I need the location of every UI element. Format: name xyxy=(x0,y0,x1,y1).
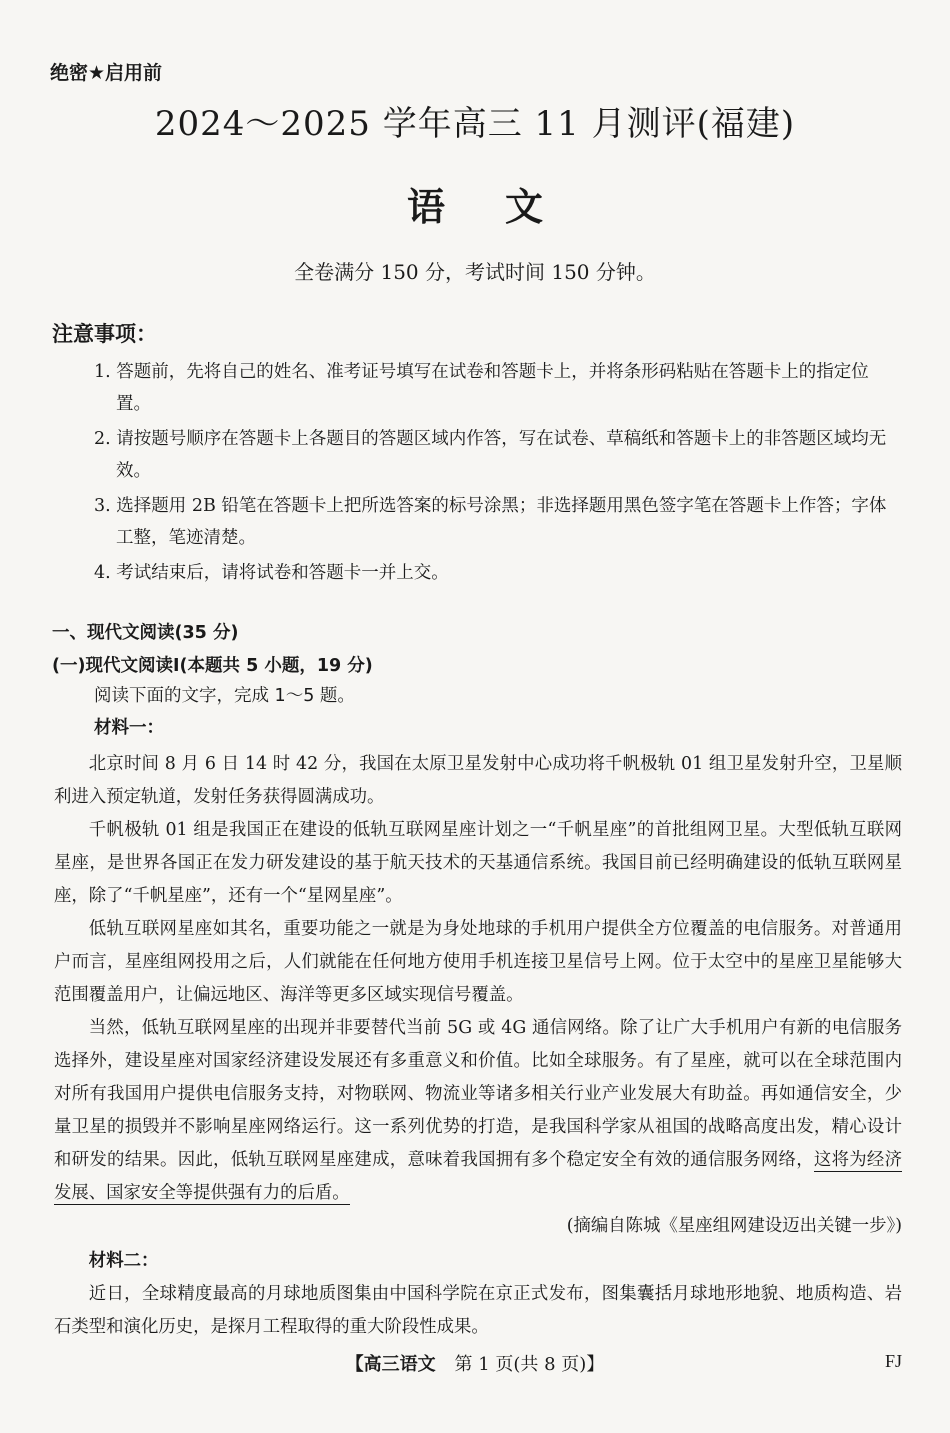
score-info: 全卷满分 150 分，考试时间 150 分钟。 xyxy=(294,260,656,284)
paragraph: 近日，全球精度最高的月球地质图集由中国科学院在京正式发布，图集囊括月球地形地貌、地质构造、岩石类型和演化历史，是探月工程取得的重大阶段性成果。 xyxy=(54,1284,902,1337)
notice-item: 4. 考试结束后，请将试卷和答题卡一并上交。 xyxy=(94,563,449,583)
notice-heading: 注意事项： xyxy=(52,322,157,346)
underlined-sentence: 这将为经济发展、国家安全等提供强有力的后盾。 xyxy=(54,1150,902,1203)
exam-title: 2024～2025 学年高三 11 月测评(福建) xyxy=(154,104,796,144)
source-citation: (摘编自陈城《星座组网建设迈出关键一步》) xyxy=(566,1216,902,1236)
notice-item: 3. 选择题用 2B 铅笔在答题卡上把所选答案的标号涂黑；非选择题用黑色签字笔在答题卡上作答；字体工整，笔迹清楚。 xyxy=(94,496,887,548)
paragraph xyxy=(54,1012,902,1210)
notice-list xyxy=(94,356,902,592)
material1-label: 材料一： xyxy=(94,718,164,738)
reading-instruction: 阅读下面的文字，完成 1～5 题。 xyxy=(94,686,355,706)
secret-label: 绝密★启用前 xyxy=(50,62,163,84)
paragraph: 低轨互联网星座如其名，重要功能之一就是为身处地球的手机用户提供全方位覆盖的电信服务。对普通用户而言，星座组网投用之后，人们就能在任何地方使用手机连接卫星信号上网。位于太空中的星座卫星能够大范围覆盖用户，让偏远地区、海洋等更多区域实现信号覆盖。 xyxy=(54,919,902,1005)
notice-item: 1. 答题前，先将自己的姓名、准考证号填写在试卷和答题卡上，并将条形码粘贴在答题卡上的指定位置。 xyxy=(94,362,869,414)
footer-label: 【高三语文 xyxy=(345,1354,436,1375)
region-code: FJ xyxy=(884,1351,902,1371)
subsection-heading: (一)现代文阅读Ⅰ(本题共 5 小题，19 分) xyxy=(52,656,373,676)
paragraph-text: 当然，低轨互联网星座的出现并非要替代当前 5G 或 4G 通信网络。除了让广大手机用户有新的电信服务选择外，建设星座对国家经济建设发展还有多重意义和价值。比如全球服务。有了星座，就可以在全球范围内对所有我国用户提供电信服务支持，对物联网、物流业等诸多相关行业产业发展大有助益。再如通信安全，少量卫星的损毁并不影响星座网络运行。这一系列优势的打造，是我国科学家从祖国的战略高度出发，精心设计和研发的结果。因此，低轨互联网星座建成，意味着我国拥有多个稳定安全有效的通信服务网络， xyxy=(54,1018,902,1170)
footer-page: 第 1 页(共 8 页)】 xyxy=(454,1354,605,1375)
passage xyxy=(54,748,902,1344)
paragraph: 北京时间 8 月 6 日 14 时 42 分，我国在太原卫星发射中心成功将千帆极轨 01 组卫星发射升空，卫星顺利进入预定轨道，发射任务获得圆满成功。 xyxy=(54,754,902,807)
material2-label: 材料二： xyxy=(88,1251,159,1271)
paragraph: 千帆极轨 01 组是我国正在建设的低轨互联网星座计划之一“千帆星座”的首批组网卫星。大型低轨互联网星座，是世界各国正在发力研发建设的基于航天技术的天基通信系统。我国目前已经明确建设的低轨互联网星座，除了“千帆星座”，还有一个“星网星座”。 xyxy=(54,820,902,906)
subject-title: 语文 xyxy=(406,185,603,229)
page-footer xyxy=(0,1350,950,1376)
notice-item: 2. 请按题号顺序在答题卡上各题目的答题区域内作答，写在试卷、草稿纸和答题卡上的非答题区域均无效。 xyxy=(94,429,887,481)
section-heading: 一、现代文阅读(35 分) xyxy=(52,623,239,643)
